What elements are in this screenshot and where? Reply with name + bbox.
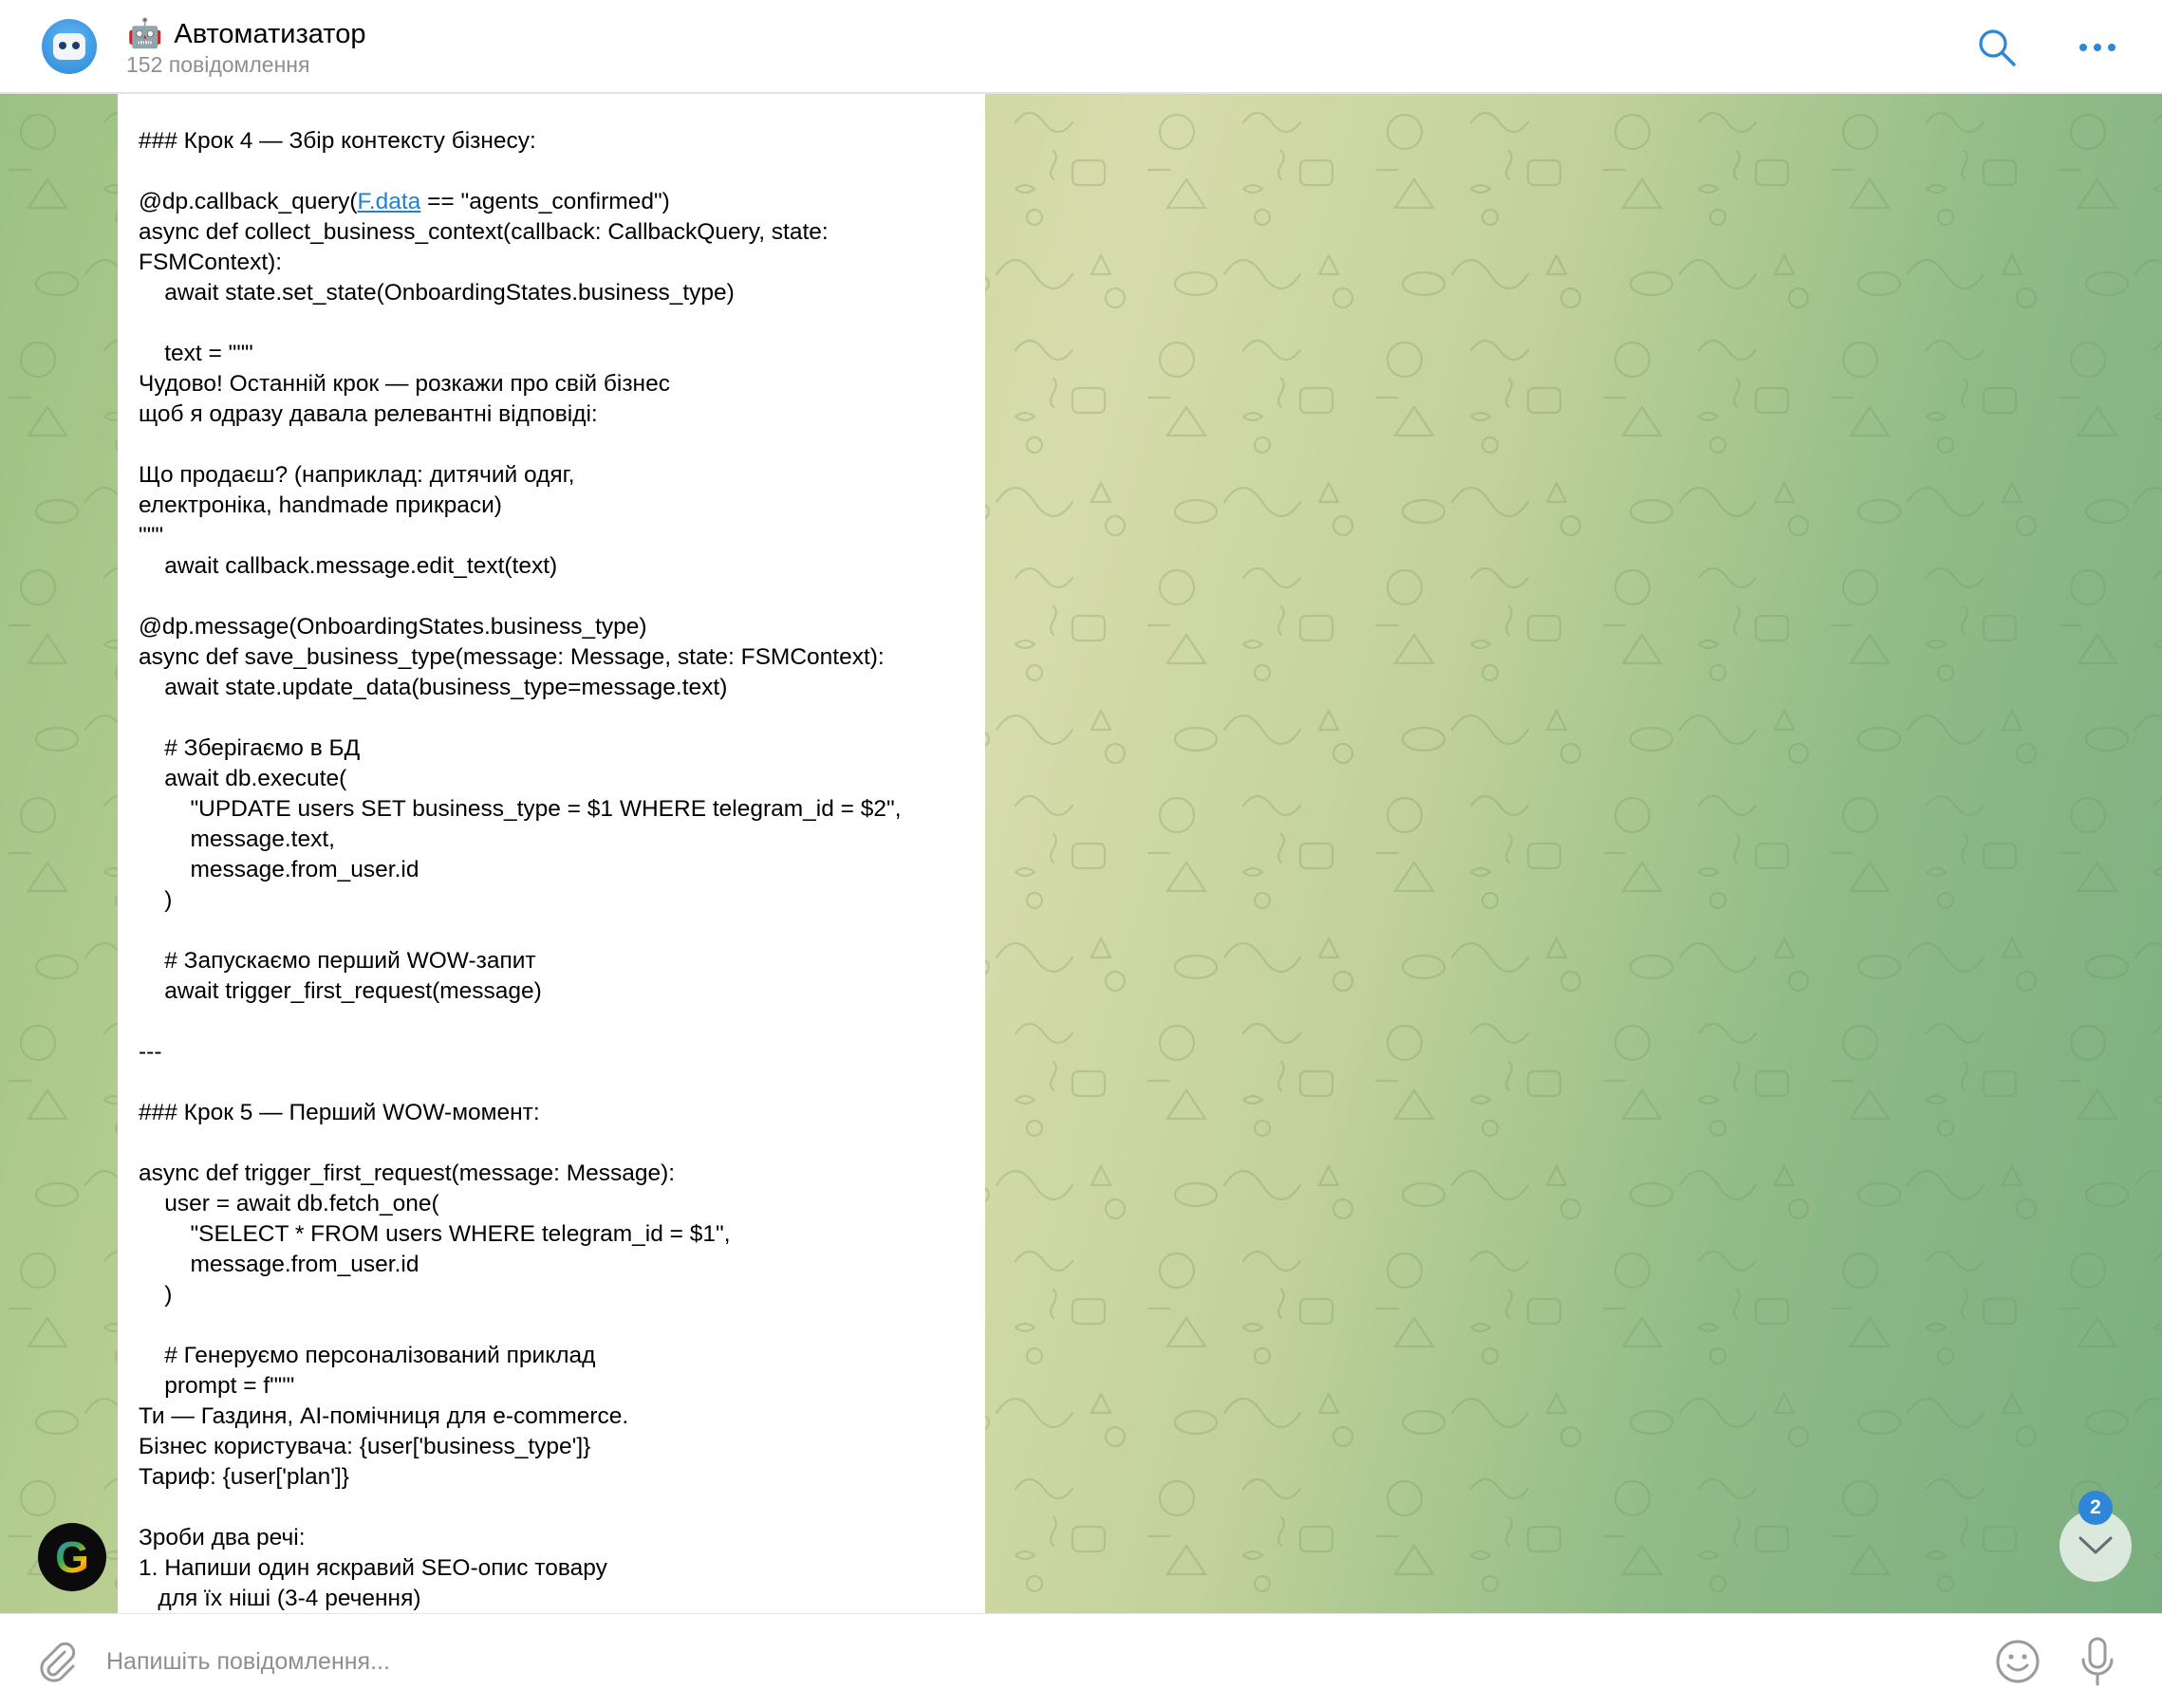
chat-header (0, 0, 2162, 94)
message-line: # Генеруємо персоналізований приклад (139, 1343, 596, 1368)
message-line: FSMContext): (139, 250, 283, 275)
attach-button[interactable] (28, 1633, 85, 1690)
message-line: await state.update_data(business_type=message.text) (139, 675, 728, 700)
chat-area[interactable] (0, 94, 2162, 1613)
sender-avatar-letter: G (55, 1532, 89, 1582)
message-line: async def collect_business_context(callback: CallbackQuery, state: (139, 219, 829, 245)
message-line: async def save_business_type(message: Message, state: FSMContext): (139, 644, 885, 670)
message-line: await trigger_first_request(message) (139, 978, 542, 1004)
message-bubble[interactable] (118, 94, 985, 1613)
message-line: message.from_user.id (139, 857, 419, 882)
message-line (139, 1128, 985, 1159)
message-line: await db.execute( (139, 766, 347, 791)
message-line: "UPDATE users SET business_type = $1 WHERE telegram_id = $2", (139, 796, 902, 822)
message-line (139, 582, 985, 612)
message-line: ### Крок 4 — Збір контексту бізнесу: (139, 128, 536, 154)
emoji-button[interactable] (1989, 1633, 2046, 1690)
message-line: @dp.callback_query(F.data == "agents_confirmed") (139, 189, 670, 214)
message-line: Що продаєш? (наприклад: дитячий одяг, (139, 462, 575, 488)
message-line: # Запускаємо перший WOW-запит (139, 948, 536, 974)
message-line: ### Крок 5 — Перший WOW-момент: (139, 1100, 540, 1125)
message-line (139, 1068, 985, 1098)
search-icon (1976, 27, 2018, 68)
message-line: message.text, (139, 826, 335, 852)
search-button[interactable] (1968, 19, 2025, 76)
message-line: Бізнес користувача: {user['business_type']} (139, 1434, 591, 1459)
more-icon (2079, 44, 2115, 51)
message-line: електроніка, handmade прикраси) (139, 492, 502, 518)
message-line (139, 1007, 985, 1037)
more-button[interactable] (2069, 19, 2126, 76)
message-line (139, 703, 985, 733)
message-line (139, 1493, 985, 1523)
robot-emoji-icon: 🤖 (127, 18, 163, 49)
message-line: user = await db.fetch_one( (139, 1191, 439, 1216)
message-line: Тариф: {user['plan']} (139, 1464, 349, 1490)
message-line: ) (139, 887, 173, 913)
microphone-icon (2078, 1636, 2116, 1687)
message-line: Ти — Газдиня, AI-помічниця для e-commerce. (139, 1403, 629, 1429)
message-line: await state.set_state(OnboardingStates.business_type) (139, 280, 735, 306)
message-line: --- (139, 1039, 162, 1065)
message-line: 1. Напиши один яскравий SEO-опис товару (139, 1555, 607, 1581)
message-line (139, 1310, 985, 1341)
message-line: щоб я одразу давала релевантні відповіді: (139, 401, 598, 427)
sender-avatar[interactable] (38, 1523, 106, 1591)
message-line: async def trigger_first_request(message: Message): (139, 1160, 676, 1186)
message-input[interactable] (106, 1635, 1957, 1688)
message-link[interactable]: F.data (357, 189, 421, 214)
chevron-down-icon (2078, 1535, 2114, 1556)
message-line (139, 157, 985, 187)
message-line: message.from_user.id (139, 1252, 419, 1277)
message-line: для їх ніші (3-4 речення) (139, 1586, 421, 1611)
message-line: text = """ (139, 341, 253, 366)
paperclip-icon (35, 1640, 79, 1683)
message-line (139, 308, 985, 339)
message-line (139, 430, 985, 460)
chat-title-row[interactable] (127, 15, 365, 53)
message-count: 152 повідомлення (126, 52, 310, 77)
bot-avatar-icon (53, 33, 85, 60)
chat-avatar[interactable] (42, 19, 97, 74)
message-line: Зроби два речі: (139, 1525, 306, 1550)
chat-title: Автоматизатор (174, 19, 366, 49)
unread-badge: 2 (2078, 1491, 2113, 1525)
voice-message-button[interactable] (2069, 1631, 2126, 1692)
message-composer (0, 1613, 2162, 1708)
emoji-icon (1995, 1639, 2041, 1684)
message-line (139, 916, 985, 946)
message-line: @dp.message(OnboardingStates.business_type) (139, 614, 647, 640)
message-line: prompt = f""" (139, 1373, 295, 1399)
message-line: ) (139, 1282, 173, 1308)
message-line: # Зберігаємо в БД (139, 735, 361, 761)
message-line: "SELECT * FROM users WHERE telegram_id = $1", (139, 1221, 731, 1247)
message-line: Чудово! Останній крок — розкажи про свій бізнес (139, 371, 670, 397)
message-line: """ (139, 523, 164, 548)
message-line: await callback.message.edit_text(text) (139, 553, 558, 579)
